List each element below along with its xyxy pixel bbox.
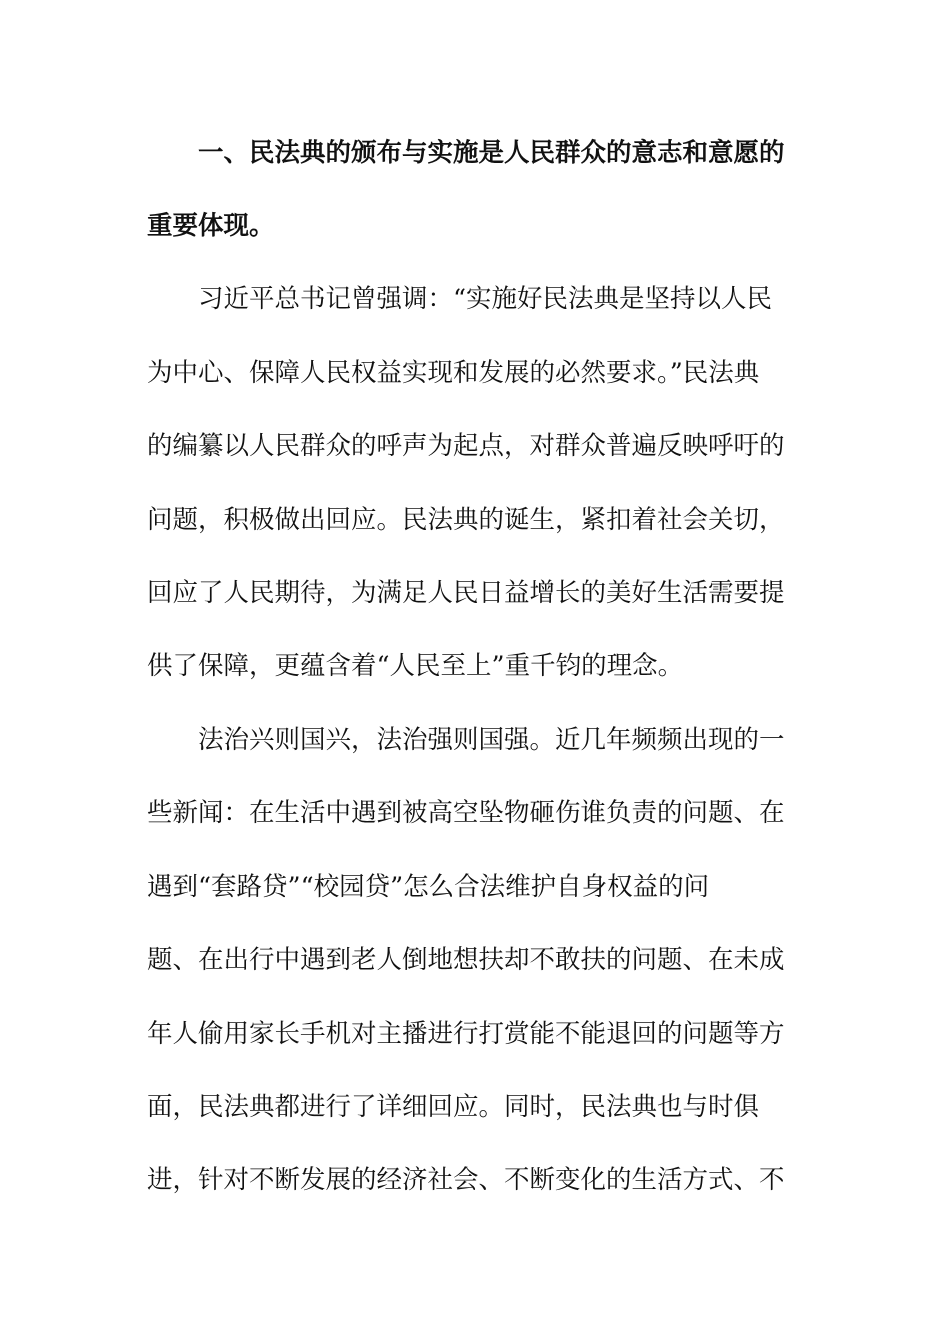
section-heading-line-2: 重要体现。 [147, 211, 275, 241]
section-heading-line-1: 一、民法典的颁布与实施是人民群众的意志和意愿的 [198, 138, 785, 168]
paragraph-1-line-2: 为中心、保障人民权益实现和发展的必然要求。”民法典 [147, 358, 760, 388]
paragraph-1-line-3: 的编纂以人民群众的呼声为起点，对群众普遍反映呼吁的 [147, 431, 785, 461]
paragraph-2-line-1: 法治兴则国兴，法治强则国强。近几年频频出现的一 [198, 725, 785, 755]
paragraph-1-line-6: 供了保障，更蕴含着“人民至上”重千钧的理念。 [147, 651, 684, 681]
paragraph-2-line-2: 些新闻：在生活中遇到被高空坠物砸伤谁负责的问题、在 [147, 798, 785, 828]
paragraph-2-line-5: 年人偷用家长手机对主播进行打赏能不能退回的问题等方 [147, 1019, 785, 1049]
paragraph-2-line-3: 遇到“套路贷”“校园贷”怎么合法维护自身权益的问 [147, 872, 710, 902]
paragraph-2-line-6: 面，民法典都进行了详细回应。同时，民法典也与时俱 [147, 1092, 760, 1122]
paragraph-1-line-1: 习近平总书记曾强调：“实施好民法典是坚持以人民 [198, 284, 773, 314]
paragraph-2-line-4: 题、在出行中遇到老人倒地想扶却不敢扶的问题、在未成 [147, 945, 785, 975]
paragraph-1-line-4: 问题，积极做出回应。民法典的诞生，紧扣着社会关切， [147, 505, 785, 535]
paragraph-1-line-5: 回应了人民期待，为满足人民日益增长的美好生活需要提 [147, 578, 785, 608]
paragraph-2-line-7: 进，针对不断发展的经济社会、不断变化的生活方式、不 [147, 1165, 785, 1195]
